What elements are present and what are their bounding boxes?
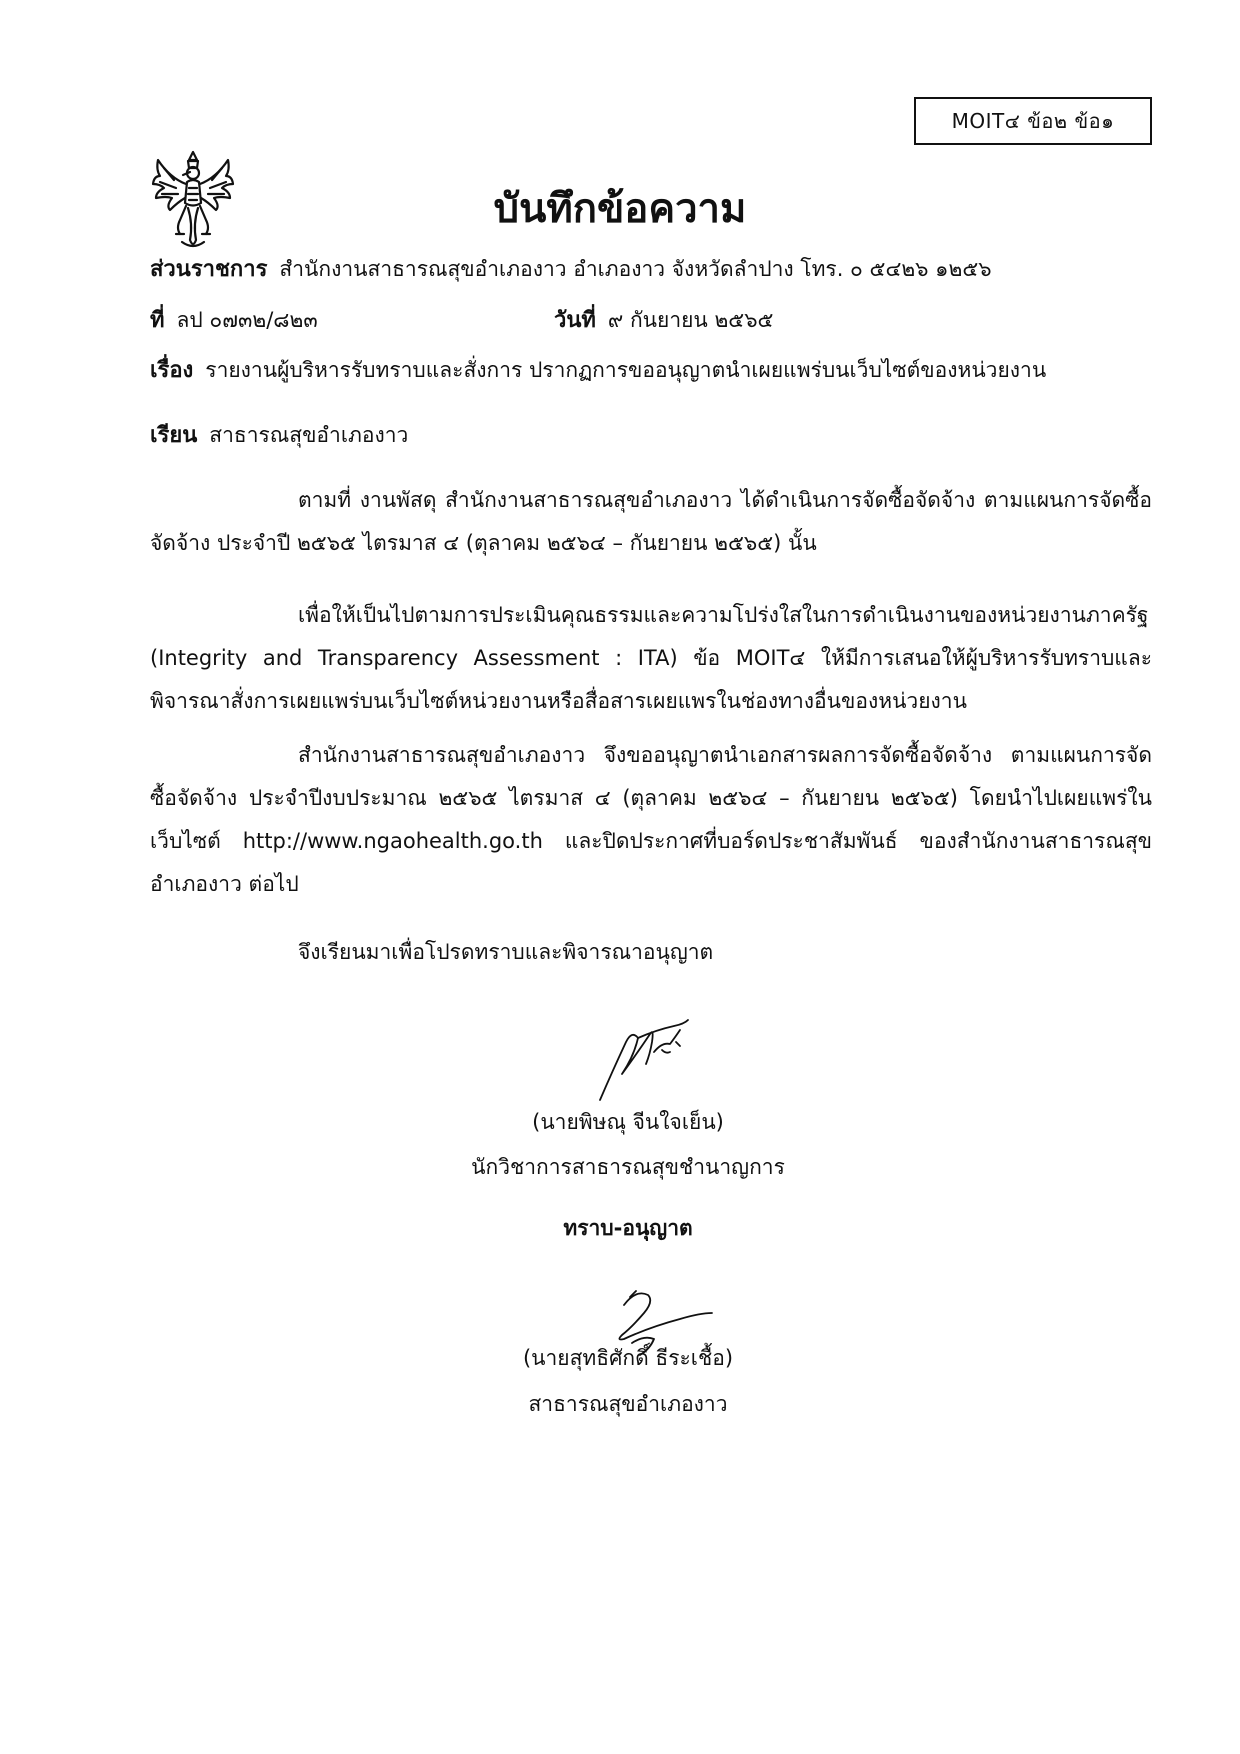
signature-1-image: [592, 1012, 702, 1106]
reference-code-box: MOIT๔ ข้อ๒ ข้อ๑: [914, 97, 1152, 145]
body-paragraph-3: สำนักงานสาธารณสุขอำเภองาว จึงขออนุญาตนำเอกสารผลการจัดซื้อจัดจ้าง ตามแผนการจัดซื้อจัดจ้าง ประจำปีงบประมาณ ๒๕๖๕ ไตรมาส ๔ (ตุลาคม ๒๕๖๔ – กันยายน ๒๕๖๕) โดยนำไปเผยแพร่ในเว็บไซต์ http://www.ngaohealth.go.th และปิดประกาศที่บอร์ดประชาสัมพันธ์ ของสำนักงานสาธารณสุขอำเภองาว ต่อไป: [150, 743, 1152, 896]
to-label: เรียน: [150, 423, 198, 448]
header-date-row: [554, 305, 773, 336]
closing-line: จึงเรียนมาเพื่อโปรดทราบและพิจารณาอนุญาต: [298, 940, 714, 964]
subject-text: รายงานผู้บริหารรับทราบและสั่งการ ปรากฏการขออนุญาตนำเผยแพร่บนเว็บไซต์ของหน่วยงาน: [205, 358, 1047, 382]
body-paragraph-1: ตามที่ งานพัสดุ สำนักงานสาธารณสุขอำเภองาว ได้ดำเนินการจัดซื้อจัดจ้าง ตามแผนการจัดซื้อจัดจ้าง ประจำปี ๒๕๖๕ ไตรมาส ๔ (ตุลาคม ๒๕๖๔ – กันยายน ๒๕๖๕) นั้น: [150, 488, 1152, 555]
signatory-2-position: สาธารณสุขอำเภองาว: [528, 1392, 728, 1416]
acknowledgement-text: ทราบ-อนุญาต: [563, 1216, 693, 1240]
header-agency-row: [150, 254, 992, 285]
header-subject-row: [150, 355, 1046, 386]
agency-value: สำนักงานสาธารณสุขอำเภองาว อำเภองาว จังหวัดลำปาง โทร. ๐ ๕๔๒๖ ๑๒๕๖: [279, 257, 992, 281]
document-date: ๙ กันยายน ๒๕๖๕: [607, 308, 774, 332]
signatory-1-position: นักวิชาการสาธารณสุขชำนาญการ: [471, 1155, 785, 1179]
memo-title: บันทึกข้อความ: [493, 186, 747, 232]
document-number: ลป ๐๗๓๒/๘๒๓: [176, 308, 318, 332]
body-paragraph-2: เพื่อให้เป็นไปตามการประเมินคุณธรรมและความโปร่งใสในการดำเนินงานของหน่วยงานภาครัฐ (Integrity and Transparency Assessment : ITA) ข้อ MOIT๔ ให้มีการเสนอให้ผู้บริหารรับทราบและพิจารณาสั่งการเผยแพร่บนเว็บไซต์หน่วยงานหรือสื่อสารเผยแพรในช่องทางอื่นของหน่วยงาน: [150, 603, 1152, 713]
date-label: วันที่: [554, 308, 596, 333]
recipient-text: สาธารณสุขอำเภองาว: [209, 423, 409, 447]
agency-label: ส่วนราชการ: [150, 257, 268, 282]
signatory-2-name: (นายสุทธิศักดิ์ ธีระเชื้อ): [522, 1346, 734, 1370]
header-to-row: [150, 420, 408, 451]
subject-label: เรื่อง: [150, 358, 194, 383]
signatory-1-name: (นายพิษณุ จีนใจเย็น): [532, 1110, 724, 1134]
header-number-row: [150, 305, 318, 336]
number-label: ที่: [150, 308, 165, 333]
